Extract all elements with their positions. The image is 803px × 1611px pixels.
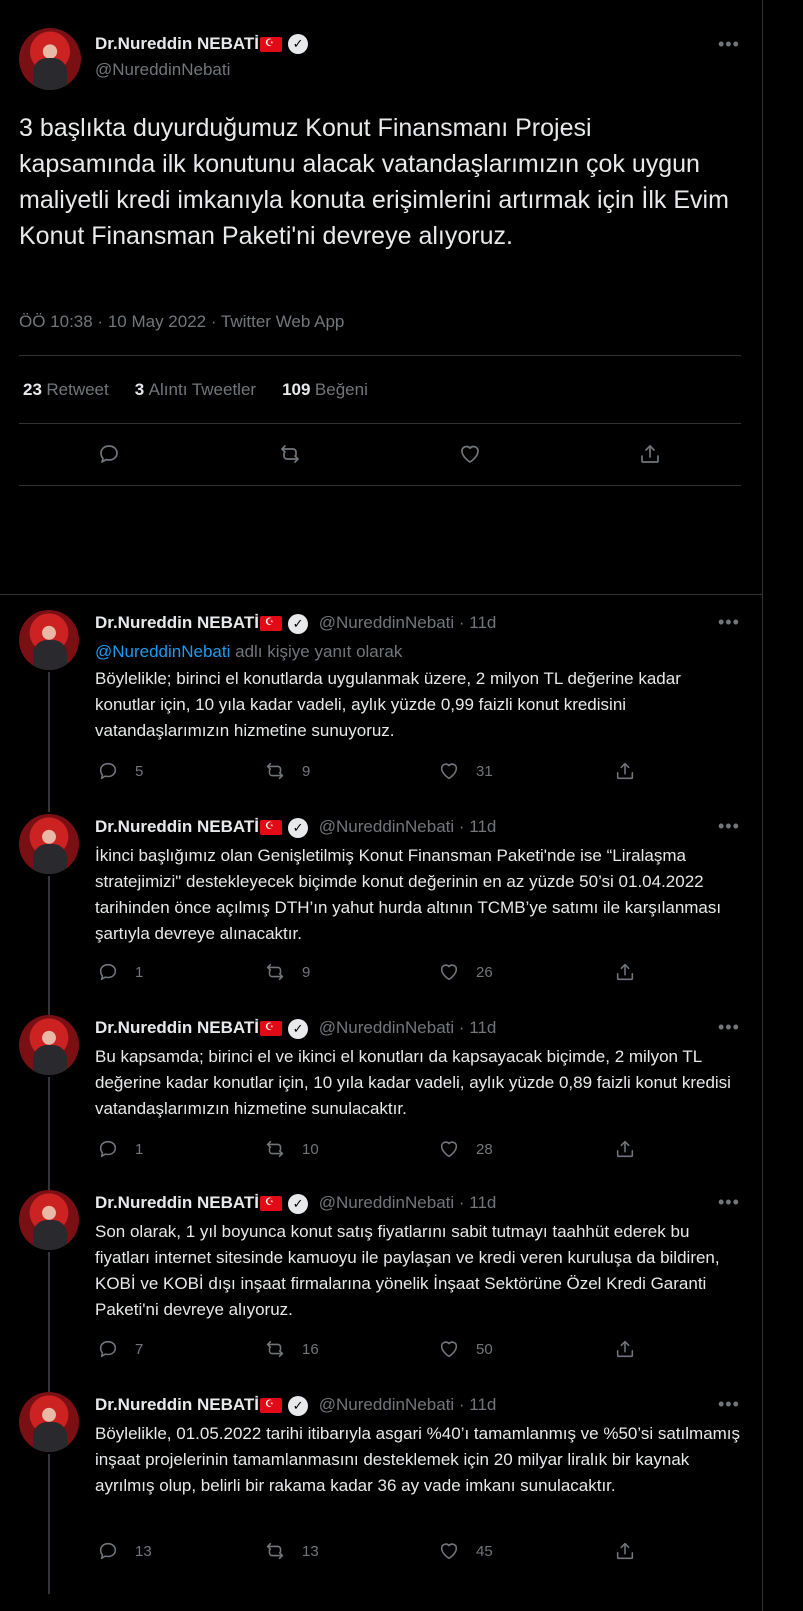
like-button[interactable] (438, 961, 493, 983)
like-count: 45 (476, 1542, 493, 1560)
like-button[interactable] (438, 1338, 493, 1360)
turkey-flag-icon (260, 37, 282, 52)
heart-icon (438, 1338, 460, 1360)
retweet-count: 23 (23, 380, 42, 399)
verified-badge-icon: ✓ (288, 1396, 308, 1416)
author-handle[interactable]: @NureddinNebati (318, 1018, 455, 1037)
quote-label: Alıntı Tweetler (148, 380, 257, 399)
like-count: 26 (476, 963, 493, 981)
share-icon (614, 961, 636, 983)
retweet-button[interactable] (278, 442, 302, 466)
verified-badge-icon: ✓ (288, 1194, 308, 1214)
reply-count: 13 (135, 1542, 152, 1560)
avatar[interactable] (19, 1190, 79, 1250)
reply-count: 1 (135, 963, 144, 981)
reply-button[interactable] (97, 1540, 152, 1562)
reply-tweet[interactable] (0, 1015, 762, 1190)
thread-line (48, 672, 50, 812)
quote-count: 3 (134, 380, 145, 399)
author-name[interactable]: Dr.Nureddin NEBATİ (95, 34, 260, 53)
reply-header (95, 1193, 496, 1214)
heart-icon (458, 442, 482, 466)
main-tweet (0, 0, 762, 600)
tweet-time[interactable]: · 11d (458, 1193, 497, 1212)
reply-button[interactable] (97, 442, 121, 466)
heart-icon (438, 760, 460, 782)
share-icon (614, 1338, 636, 1360)
more-options-icon[interactable]: ••• (718, 1394, 740, 1414)
reply-tweet[interactable] (0, 1392, 762, 1592)
like-count: 31 (476, 762, 493, 780)
share-button[interactable] (638, 442, 662, 466)
retweet-count: 16 (302, 1340, 319, 1358)
heart-icon (438, 1138, 460, 1160)
share-icon (614, 760, 636, 782)
author-handle[interactable]: @NureddinNebati (318, 1395, 455, 1414)
tweet-time[interactable]: · 11d (458, 613, 497, 632)
like-button[interactable] (438, 1540, 493, 1562)
reply-header (95, 1395, 496, 1416)
retweet-icon (264, 961, 286, 983)
share-icon (614, 1540, 636, 1562)
reply-header (95, 613, 496, 634)
thread-line (48, 1077, 50, 1192)
turkey-flag-icon (260, 1021, 282, 1036)
turkey-flag-icon (260, 820, 282, 835)
avatar[interactable] (19, 814, 79, 874)
reply-count: 1 (135, 1140, 144, 1158)
divider (19, 423, 741, 424)
retweet-label: Retweet (46, 380, 109, 399)
author-handle[interactable]: @NureddinNebati (318, 817, 455, 836)
mention-link[interactable]: @NureddinNebati (95, 642, 231, 661)
avatar[interactable] (19, 28, 81, 90)
quote-stat[interactable] (135, 380, 256, 400)
like-stat[interactable] (282, 380, 368, 400)
more-options-icon[interactable]: ••• (718, 1017, 740, 1037)
reply-button[interactable] (97, 1338, 143, 1360)
reply-count: 7 (135, 1340, 144, 1358)
verified-badge-icon: ✓ (288, 1019, 308, 1039)
reply-tweet[interactable] (0, 1190, 762, 1390)
retweet-count: 10 (302, 1140, 319, 1158)
tweet-text: Böylelikle, 01.05.2022 tarihi itibarıyla asgari %40’ı tamamlanmış ve %50’si satılmamış inşaat projelerinin tamamlanmasını desteklemek için 20 milyar liralık bir kaynak ayrılmış olup, belirli bir rakama kadar 36 ay vade imkanı sunulacaktır. (95, 1424, 741, 1495)
retweet-button[interactable] (264, 961, 310, 983)
retweet-button[interactable] (264, 1338, 319, 1360)
reply-header (95, 1018, 496, 1039)
author-handle[interactable]: @NureddinNebati (95, 60, 231, 79)
reply-header (95, 817, 496, 838)
like-count: 28 (476, 1140, 493, 1158)
verified-badge-icon: ✓ (288, 818, 308, 838)
more-options-icon[interactable]: ••• (718, 816, 740, 836)
share-button[interactable] (614, 961, 636, 983)
like-count: 50 (476, 1340, 493, 1358)
author-handle[interactable]: @NureddinNebati (318, 613, 455, 632)
replying-to-line (95, 639, 745, 665)
author-name[interactable]: Dr.Nureddin NEBATİ (95, 817, 260, 836)
reply-tweet[interactable] (0, 814, 762, 1014)
share-button[interactable] (614, 1138, 636, 1160)
reply-icon (97, 760, 119, 782)
retweet-icon (264, 760, 286, 782)
reply-tweet[interactable] (0, 610, 762, 810)
more-options-icon[interactable]: ••• (718, 612, 740, 632)
reply-icon (97, 1540, 119, 1562)
reply-icon (97, 961, 119, 983)
like-button[interactable] (438, 1138, 493, 1160)
section-divider (0, 594, 762, 595)
tweet-time[interactable]: · 11d (458, 1395, 497, 1414)
tweet-stats (23, 380, 368, 400)
divider (19, 485, 741, 486)
reply-icon (97, 1338, 119, 1360)
replying-to-label: adlı kişiye yanıt olarak (235, 642, 403, 661)
tweet-time[interactable]: · 11d (458, 817, 497, 836)
retweet-icon (264, 1138, 286, 1160)
author-name[interactable]: Dr.Nureddin NEBATİ (95, 613, 260, 632)
retweet-count: 13 (302, 1542, 319, 1560)
retweet-button[interactable] (264, 760, 310, 782)
share-button[interactable] (614, 760, 636, 782)
author-name[interactable]: Dr.Nureddin NEBATİ (95, 1018, 260, 1037)
column-border (762, 0, 763, 1611)
retweet-count: 9 (302, 762, 311, 780)
reply-count: 5 (135, 762, 144, 780)
avatar[interactable] (19, 610, 79, 670)
like-label: Beğeni (314, 380, 368, 399)
reply-button[interactable] (97, 760, 143, 782)
like-button[interactable] (458, 442, 482, 466)
like-count: 109 (282, 380, 311, 399)
retweet-button[interactable] (264, 1138, 319, 1160)
author-handle[interactable]: @NureddinNebati (318, 1193, 455, 1212)
tweet-time[interactable]: · 11d (458, 1018, 497, 1037)
retweet-icon (264, 1540, 286, 1562)
thread-line (48, 876, 50, 1016)
retweet-count: 9 (302, 963, 311, 981)
tweet-text: Böylelikle; birinci el konutlarda uygulanmak üzere, 2 milyon TL değerine kadar konutlar için, 10 yıla kadar vadeli, aylık yüzde 0,99 faizli konut kredisini vatandaşlarımızın hizmetine sunuyoruz. (95, 669, 681, 740)
more-options-icon[interactable]: ••• (718, 34, 740, 54)
reply-icon (97, 442, 121, 466)
tweet-text: Bu kapsamda; birinci el ve ikinci el konutları da kapsayacak biçimde, 2 milyon TL değerine kadar konutlar için, 10 yıla kadar vadeli, aylık yüzde 0,89 faizli konut kredisi vatandaşlarımızın hizmetine sunulacaktır. (95, 1047, 731, 1118)
retweet-icon (278, 442, 302, 466)
verified-badge-icon: ✓ (288, 34, 308, 54)
like-button[interactable] (438, 760, 493, 782)
turkey-flag-icon (260, 616, 282, 631)
thread-line (48, 1454, 50, 1594)
heart-icon (438, 1540, 460, 1562)
tweet-text: İkinci başlığımız olan Genişletilmiş Konut Finansman Paketi'nde ise “Liralaşma stratejimizi" destekleyecek biçimde konut değerinin en az yüzde 50’si 01.04.2022 tarihinden önce açılmış DTH’ın yahut hurda altının TCMB’ye satımı ile karşılanması şartıyla devreye alınacaktır. (95, 846, 722, 943)
tweet-text: 3 başlıkta duyurduğumuz Konut Finansmanı Projesi kapsamında ilk konutunu alacak vatandaşlarımızın çok uygun maliyetli kredi imkanıyla konuta erişimlerini artırmak için İlk Evim Konut Finansman Paketi'ni devreye alıyoruz. (19, 114, 729, 250)
share-icon (638, 442, 662, 466)
thread-line (48, 1252, 50, 1392)
avatar[interactable] (19, 1015, 79, 1075)
share-button[interactable] (614, 1338, 636, 1360)
author-name[interactable]: Dr.Nureddin NEBATİ (95, 1395, 260, 1414)
reply-icon (97, 1138, 119, 1160)
divider (19, 355, 741, 356)
retweet-icon (264, 1338, 286, 1360)
share-icon (614, 1138, 636, 1160)
reply-button[interactable] (97, 961, 143, 983)
share-button[interactable] (614, 1540, 636, 1562)
author-block (95, 34, 308, 80)
tweet-text: Son olarak, 1 yıl boyunca konut satış fiyatlarını sabit tutmayı taahhüt ederek bu fiyatları internet sitesinde kamuoyu ile paylaşan ve kredi veren kuruluşa da bildiren, KOBİ ve KOBİ dışı inşaat firmalarına yönelik İnşaat Sektörüne Özel Kredi Garanti Paketi'ni devreye alıyoruz. (95, 1222, 720, 1319)
reply-button[interactable] (97, 1138, 143, 1160)
heart-icon (438, 961, 460, 983)
turkey-flag-icon (260, 1196, 282, 1211)
avatar[interactable] (19, 1392, 79, 1452)
retweet-button[interactable] (264, 1540, 319, 1562)
turkey-flag-icon (260, 1398, 282, 1413)
verified-badge-icon: ✓ (288, 614, 308, 634)
retweet-stat[interactable] (23, 380, 109, 400)
author-name[interactable]: Dr.Nureddin NEBATİ (95, 1193, 260, 1212)
more-options-icon[interactable]: ••• (718, 1192, 740, 1212)
tweet-meta[interactable]: ÖÖ 10:38 · 10 May 2022 · Twitter Web App (19, 312, 345, 331)
